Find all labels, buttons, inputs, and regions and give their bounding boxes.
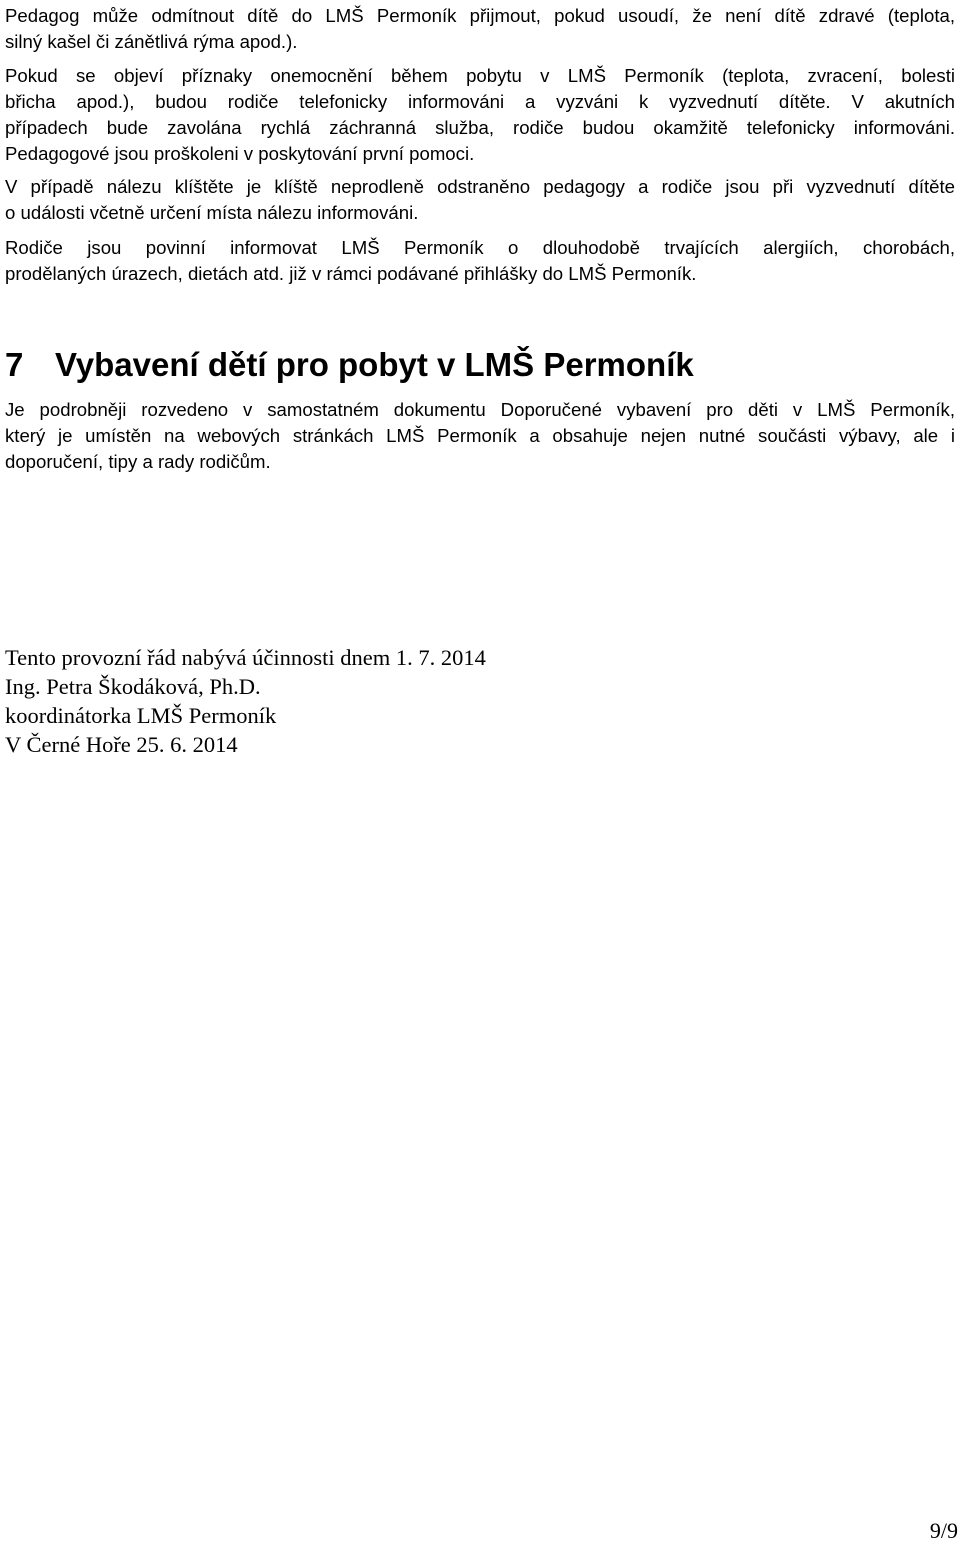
section-title: Vybavení dětí pro pobyt v LMŠ Permoník [55, 346, 694, 383]
signatory-name: Ing. Petra Škodáková, Ph.D. [5, 674, 261, 699]
text-line: doporučení, tipy a rady rodičům. [5, 451, 271, 472]
text-line: V případě nálezu klíštěte je klíště neprodleně odstraněno pedagogy a rodiče jsou při vyzvednutí dítěte [5, 176, 955, 197]
paragraph-tick-found [5, 174, 955, 226]
text-line: o události včetně určení místa nálezu informováni. [5, 202, 419, 223]
text-line: silný kašel či zánětlivá rýma apod.). [5, 31, 298, 52]
text-line: prodělaných úrazech, dietách atd. již v rámci podávané přihlášky do LMŠ Permoník. [5, 263, 697, 284]
place-date: V Černé Hoře 25. 6. 2014 [5, 732, 238, 757]
text-line: břicha apod.), budou rodiče telefonicky informováni a vyzváni k vyzvednutí dítěte. V akutních [5, 91, 955, 112]
text-line: Pokud se objeví příznaky onemocnění během pobytu v LMŠ Permoník (teplota, zvracení, bolesti [5, 65, 955, 86]
paragraph-section-body [5, 397, 955, 475]
text-line: Je podrobněji rozvedeno v samostatném dokumentu Doporučené vybavení pro děti v LMŠ Permoník, [5, 399, 955, 420]
text-line: Pedagogové jsou proškoleni v poskytování první pomoci. [5, 143, 475, 164]
effective-date: Tento provozní řád nabývá účinnosti dnem 1. 7. 2014 [5, 645, 486, 670]
section-heading [5, 343, 694, 387]
text-line: Rodiče jsou povinní informovat LMŠ Permoník o dlouhodobě trvajících alergiích, chorobách, [5, 237, 955, 258]
text-line: případech bude zavolána rychlá záchranná služba, rodiče budou okamžitě telefonicky informováni. [5, 117, 955, 138]
paragraph-health-refusal [5, 3, 955, 55]
text-line: Pedagog může odmítnout dítě do LMŠ Permoník přijmout, pokud usoudí, že není dítě zdravé (teplota, [5, 5, 955, 26]
text-line: který je umístěn na webových stránkách LMŠ Permoník a obsahuje nejen nutné součásti výbavy, ale i [5, 425, 955, 446]
section-number: 7 [5, 346, 24, 383]
signature-block [5, 643, 486, 759]
signatory-role: koordinátorka LMŠ Permoník [5, 703, 277, 728]
paragraph-illness-during-stay [5, 63, 955, 167]
page-number: 9/9 [929, 1518, 958, 1543]
paragraph-parents-duty [5, 235, 955, 287]
